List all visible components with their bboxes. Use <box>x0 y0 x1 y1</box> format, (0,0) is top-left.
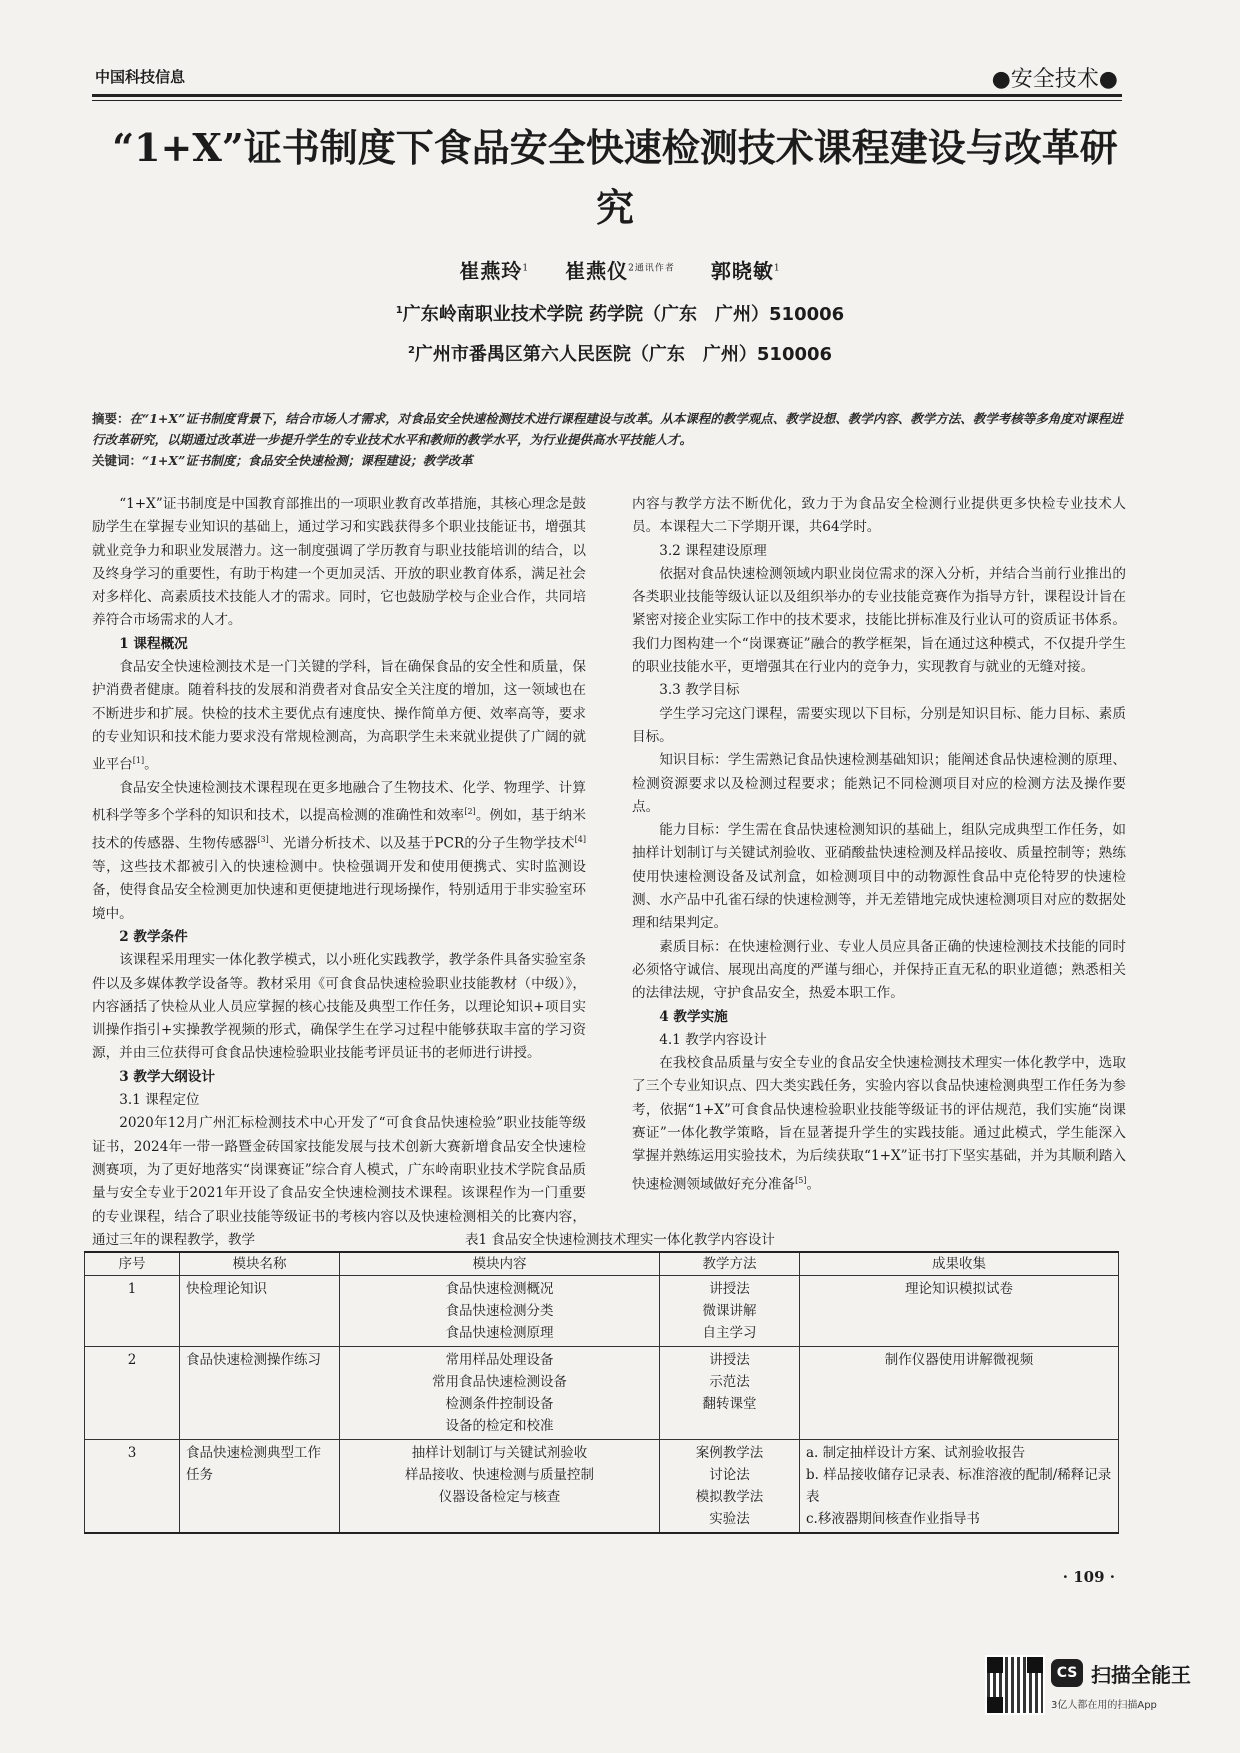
section-heading: 3 教学大纲设计 <box>119 1068 215 1085</box>
column-header: 序号 <box>85 1252 180 1276</box>
paragraph: 食品安全快速检测技术课程现在更多地融合了生物技术、化学、物理学、计算机科学等多个学科的知识和技术，以提高检测的准确性和效率[2]。例如，基于纳米技术的传感器、生物传感器[3]、光谱分析技术、以及基于PCR的分子生物学技术[4]等，这些技术都被引入的快速检测中。快检强调开发和使用便携式、实时监测设备，使得食品安全检测更加快速和更便捷地进行现场操作，特别适用于非实验室环境中。 <box>92 780 587 922</box>
body-column-left <box>92 493 586 1252</box>
body-column-right <box>632 493 1126 1196</box>
paragraph: 2020年12月广州汇标检测技术中心开发了“可食食品快速检验”职业技能等级证书，2024年一带一路暨金砖国家技能发展与技术创新大赛新增食品安全快速检测赛项，为了更好地落实“岗课赛证”综合育人模式，广东岭南职业技术学院食品质量与安全专业于2021年开设了食品安全快速检测技术课程。该课程作为一门重要的专业课程，结合了职业技能等级证书的考核内容以及快速检测相关的比赛内容，通过三年的课程教学，教学 <box>92 1115 586 1248</box>
paragraph: “1+X”证书制度是中国教育部推出的一项职业教育改革措施，其核心理念是鼓励学生在掌握专业知识的基础上，通过学习和实践获得多个职业技能证书，增强其就业竞争力和职业发展潜力。这一制度强调了学历教育与职业技能培训的结合，以及终身学习的重要性，有助于构建一个更加灵活、开放的职业教育体系，满足社会对多样化、高素质技术技能人才的需求。同时，它也鼓励学校与企业合作，共同培养符合市场需求的人才。 <box>92 496 586 629</box>
author: 郭晓敏$^1$ <box>710 259 781 283</box>
paragraph: 依据对食品快速检测领域内职业岗位需求的深入分析，并结合当前行业推出的各类职业技能等级认证以及组织举办的专业技能竞赛作为指导方针，课程设计旨在紧密对接企业实际工作中的技术要求，技能比拼标准及行业认可的资质证书体系。我们力图构建一个“岗课赛证”融合的教学框架，旨在通过这种模式，不仅提升学生的职业技能水平，更增强其在行业内的竞争力，实现教育与就业的无缝对接。 <box>632 565 1126 676</box>
affiliation: $^2$广州市番禺区第六人民医院（广东 广州）510006 <box>407 344 833 365</box>
subsection-heading: 3.2 课程建设原理 <box>659 542 767 559</box>
module-name: 快检理论知识 <box>180 1276 340 1347</box>
watermark-tagline: 3亿人都在用的扫描App <box>1051 1700 1157 1711</box>
teaching-methods: 案例教学法 讨论法 模拟教学法 实验法 <box>660 1440 800 1534</box>
qr-code-icon <box>985 1655 1045 1715</box>
module-content: 常用样品处理设备 常用食品快速检测设备 检测条件控制设备 设备的检定和校准 <box>340 1347 660 1440</box>
module-content: 抽样计划制订与关键试剂验收 样品接收、快速检测与质量控制 仪器设备检定与核查 <box>340 1440 660 1534</box>
section-heading: 1 课程概况 <box>119 635 188 652</box>
keywords-text: “1+X”证书制度；食品安全快速检测；课程建设；教学改革 <box>142 453 473 468</box>
column-header: 教学方法 <box>660 1252 800 1276</box>
paragraph: 素质目标：在快速检测行业、专业人员应具备正确的快速检测技术技能的同时必须恪守诚信、展现出高度的严谨与细心，并保持正直无私的职业道德；熟悉相关的法律法规，守护食品安全，热爱本职工作。 <box>632 938 1126 1002</box>
header-rule-thick <box>92 94 1122 97</box>
table-row <box>85 1440 1119 1534</box>
teaching-methods: 讲授法 示范法 翻转课堂 <box>660 1347 800 1440</box>
journal-name: 中国科技信息 <box>95 68 186 86</box>
abstract-label: 摘要： <box>92 411 130 426</box>
page-number: · 109 · <box>1062 1568 1115 1586</box>
subsection-heading: 3.1 课程定位 <box>119 1092 200 1109</box>
abstract <box>92 408 1132 471</box>
camscanner-logo-icon: CS <box>1051 1659 1083 1687</box>
affiliation: $^1$广东岭南职业技术学院 药学院（广东 广州）510006 <box>395 304 845 325</box>
paragraph: 内容与教学方法不断优化，致力于为食品安全检测行业提供更多快检专业技术人员。本课程大二下学期开课，共64学时。 <box>632 496 1126 536</box>
table-caption: 表1 食品安全快速检测技术理实一体化教学内容设计 <box>465 1232 775 1248</box>
outcomes: 理论知识模拟试卷 <box>800 1276 1119 1347</box>
module-name: 食品快速检测操作练习 <box>180 1347 340 1440</box>
watermark-brand: 扫描全能王 <box>1091 1663 1191 1687</box>
table-row <box>85 1276 1119 1347</box>
paragraph: 能力目标：学生需在食品快速检测知识的基础上，组队完成典型工作任务，如抽样计划制订与关键试剂验收、亚硝酸盐快速检测及样品接收、质量控制等；熟练使用快速检测设备及试剂盒，如检测项目中的动物源性食品中克伦特罗的快速检测、水产品中孔雀石绿的快速检测等，并无差错地完成快速检测项目对应的数据处理和结果判定。 <box>632 822 1126 932</box>
subsection-heading: 3.3 教学目标 <box>659 682 740 699</box>
column-header: 模块名称 <box>180 1252 340 1276</box>
paragraph: 学生学习完这门课程，需要实现以下目标，分别是知识目标、能力目标、素质目标。 <box>632 705 1126 745</box>
module-content: 食品快速检测概况 食品快速检测分类 食品快速检测原理 <box>340 1276 660 1347</box>
section-heading: 2 教学条件 <box>119 928 188 945</box>
paragraph: 食品安全快速检测技术是一门关键的学科，旨在确保食品的安全性和质量，保护消费者健康。随着科技的发展和消费者对食品安全关注度的增加，这一领域也在不断进步和扩展。快检的技术主要优点有速度快、操作简单方便、效率高等，要求的专业知识和技术能力要求没有常规检测高，为高职学生未来就业提供了广阔的就业平台[1]。 <box>92 659 586 773</box>
author: 崔燕仪$^{2通讯作者}$ <box>565 259 675 283</box>
paragraph: 知识目标：学生需熟记食品快速检测基础知识；能阐述食品快速检测的原理、检测资源要求以及检测过程要求；能熟记不同检测项目对应的检测方法及操作要点。 <box>632 752 1126 815</box>
module-name: 食品快速检测典型工作任务 <box>180 1440 340 1534</box>
author: 崔燕玲$^1$ <box>459 259 530 283</box>
row-number: 3 <box>85 1440 180 1534</box>
course-content-table <box>84 1251 1119 1534</box>
outcomes: a. 制定抽样设计方案、试剂验收报告 b. 样品接收储存记录表、标准溶液的配制/稀释记录表 c.移液器期间核查作业指导书 <box>800 1440 1119 1534</box>
row-number: 1 <box>85 1276 180 1347</box>
paper-title: “1+X”证书制度下食品安全快速检测技术课程建设与改革研究 <box>112 125 1118 230</box>
section-label: ●安全技术● <box>991 67 1118 92</box>
keywords-label: 关键词： <box>92 453 143 468</box>
subsection-heading: 4.1 教学内容设计 <box>659 1031 767 1048</box>
paragraph: 在我校食品质量与安全专业的食品安全快速检测技术理实一体化教学中，选取了三个专业知识点、四大类实践任务，实验内容以食品快速检测典型工作任务为参考，依据“1+X”可食食品快速检验职业技能等级证书的评估规范，我们实施“岗课赛证”一体化教学策略，旨在显著提升学生的实践技能。通过此模式，学生能深入掌握并熟练运用实验技术，为后续获取“1+X”证书打下坚实基础，并为其顺利踏入快速检测领域做好充分准备[5]。 <box>632 1055 1126 1193</box>
header-rule-thin <box>92 100 1122 101</box>
outcomes: 制作仪器使用讲解微视频 <box>800 1347 1119 1440</box>
table-header-row <box>85 1252 1119 1276</box>
column-header: 模块内容 <box>340 1252 660 1276</box>
teaching-methods: 讲授法 微课讲解 自主学习 <box>660 1276 800 1347</box>
paragraph: 该课程采用理实一体化教学模式，以小班化实践教学，教学条件具备实验室条件以及多媒体教学设备等。教材采用《可食食品快速检验职业技能教材（中级）》，内容涵括了快检从业人员应掌握的核心技能及典型工作任务，以理论知识+项目实训操作指引+实操教学视频的形式，确保学生在学习过程中能够获取丰富的学习资源，并由三位获得可食食品快速检验职业技能考评员证书的老师进行讲授。 <box>92 952 586 1062</box>
section-heading: 4 教学实施 <box>659 1008 728 1025</box>
table-row <box>85 1347 1119 1440</box>
row-number: 2 <box>85 1347 180 1440</box>
author-list <box>0 255 1240 284</box>
column-header: 成果收集 <box>800 1252 1119 1276</box>
abstract-text: 在“1+X”证书制度背景下，结合市场人才需求，对食品安全快速检测技术进行课程建设与改革。从本课程的教学观点、教学设想、教学内容、教学方法、教学考核等多角度对课程进行改革研究，以期通过改革进一步提升学生的专业技术水平和教师的教学水平，为行业提供高水平技能人才。 <box>92 411 1123 447</box>
